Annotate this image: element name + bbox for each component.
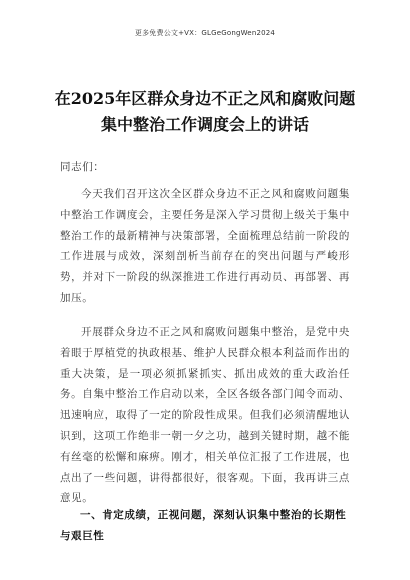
salutation: 同志们： xyxy=(60,161,105,173)
document-title: 在2025年区群众身边不正之风和腐败问题集中整治工作调度会上的讲话 xyxy=(54,89,356,134)
header-note: 更多免费公文+VX：GLGeGongWen2024 xyxy=(134,29,276,37)
paragraph-2: 开展群众身边不正之风和腐败问题集中整治，是党中央着眼于厚植党的执政根基、维护人民群众根本利益而作出的重大决策，是一项必须抓紧抓实、抓出成效的重大政治任务。自集中整治工作启动以来，全区各级各部门闻令而动、迅速响应，取得了一定的阶段性成果。但我们必须清醒地认识到，这项工作绝非一朝一夕之功，越到关键时期，越不能有丝毫的松懈和麻痹。刚才，相关单位汇报了工作进展，也点出了一些问题，讲得都很好，很客观。下面，我再讲三点意见。 xyxy=(60,326,350,505)
paragraph-1: 今天我们召开这次全区群众身边不正之风和腐败问题集中整治工作调度会，主要任务是深入学习贯彻上级关于集中整治工作的最新精神与决策部署，全面梳理总结前一阶段的工作进展与成效，深刻剖析当前存在的突出问题与严峻形势，并对下一阶段的纵深推进工作进行再动员、再部署、再加压。 xyxy=(60,188,350,304)
section-heading: 一、肯定成绩，正视问题，深刻认识集中整治的长期性与艰巨性 xyxy=(60,509,347,542)
